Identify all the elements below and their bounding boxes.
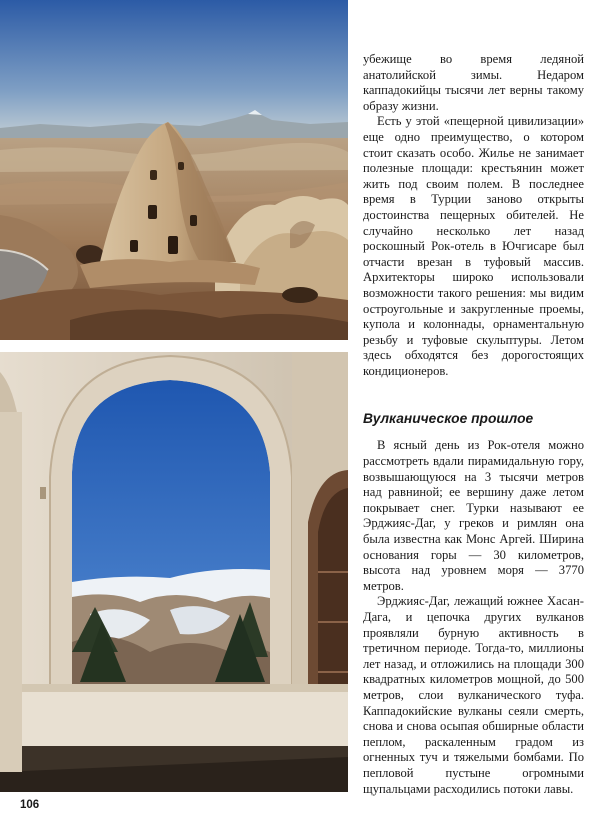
section-heading-volcanic-past: Вулканическое прошлое [363, 411, 534, 427]
paragraph-erciyes-mountain: В ясный день из Рок-отеля можно рассмотреть вдали пирамидальную гору, возвышающуюся на 3 тысячи метров над равниной; ее вершину даже летом покрывает снег. Турки называют ее Эрджияс-Даг, у греков и римлян она была известна как Монс Аргей. Ширина основания горы — 30 километров, высота над уровнем моря — 3770 метров. [363, 438, 584, 593]
page-number: 106 [20, 799, 40, 811]
article-text-column [363, 52, 584, 797]
photo-tuff-cone-dwelling [0, 0, 348, 340]
paragraph-cave-civilization: Есть у этой «пещерной цивилизации» еще одно преимущество, о котором стоит сказать особо. Жилье не занимает полезные площади: крестьянин может жить под своим полем. В последнее время в Турции заново открыты достоинства пещерных обителей. Не случайно несколько лет назад роскошный Рок-отель в Ючгисаре был отчасти врезан в туфовый массив. Архитекторы широко использовали возможности такого решения: мы видим остроугольные и закругленные проемы, купола и колоннады, орнаментальную резьбу и туфовые скульптуры. Летом здесь обходятся без дорогостоящих кондиционеров. [363, 114, 584, 378]
arch-view-illustration [0, 352, 348, 792]
paragraph-volcanic-activity: Эрджияс-Даг, лежащий южнее Хасан-Дага, и цепочка других вулканов проявляли бурную активность в третичном периоде. Тогда-то, миллионы лет назад, и отложились на площади 300 квадратных километров мощной, до 500 метров, слои вулканического туфа. Каппадокийские вулканы сеяли смерть, снова и снова осыпая обширные области пеплом, раскаленным градом из огненных туч и тяжелыми бомбами. По пепловой пустыне огромными щупальцами расходились потоки лавы. [363, 594, 584, 796]
tuff-cone-illustration [0, 0, 348, 340]
paragraph-continuation: убежище во время ледяной анатолийской зимы. Недаром каппадокийцы тысячи лет верны такому образу жизни. [363, 52, 584, 113]
photo-rock-hotel-arch [0, 352, 348, 792]
